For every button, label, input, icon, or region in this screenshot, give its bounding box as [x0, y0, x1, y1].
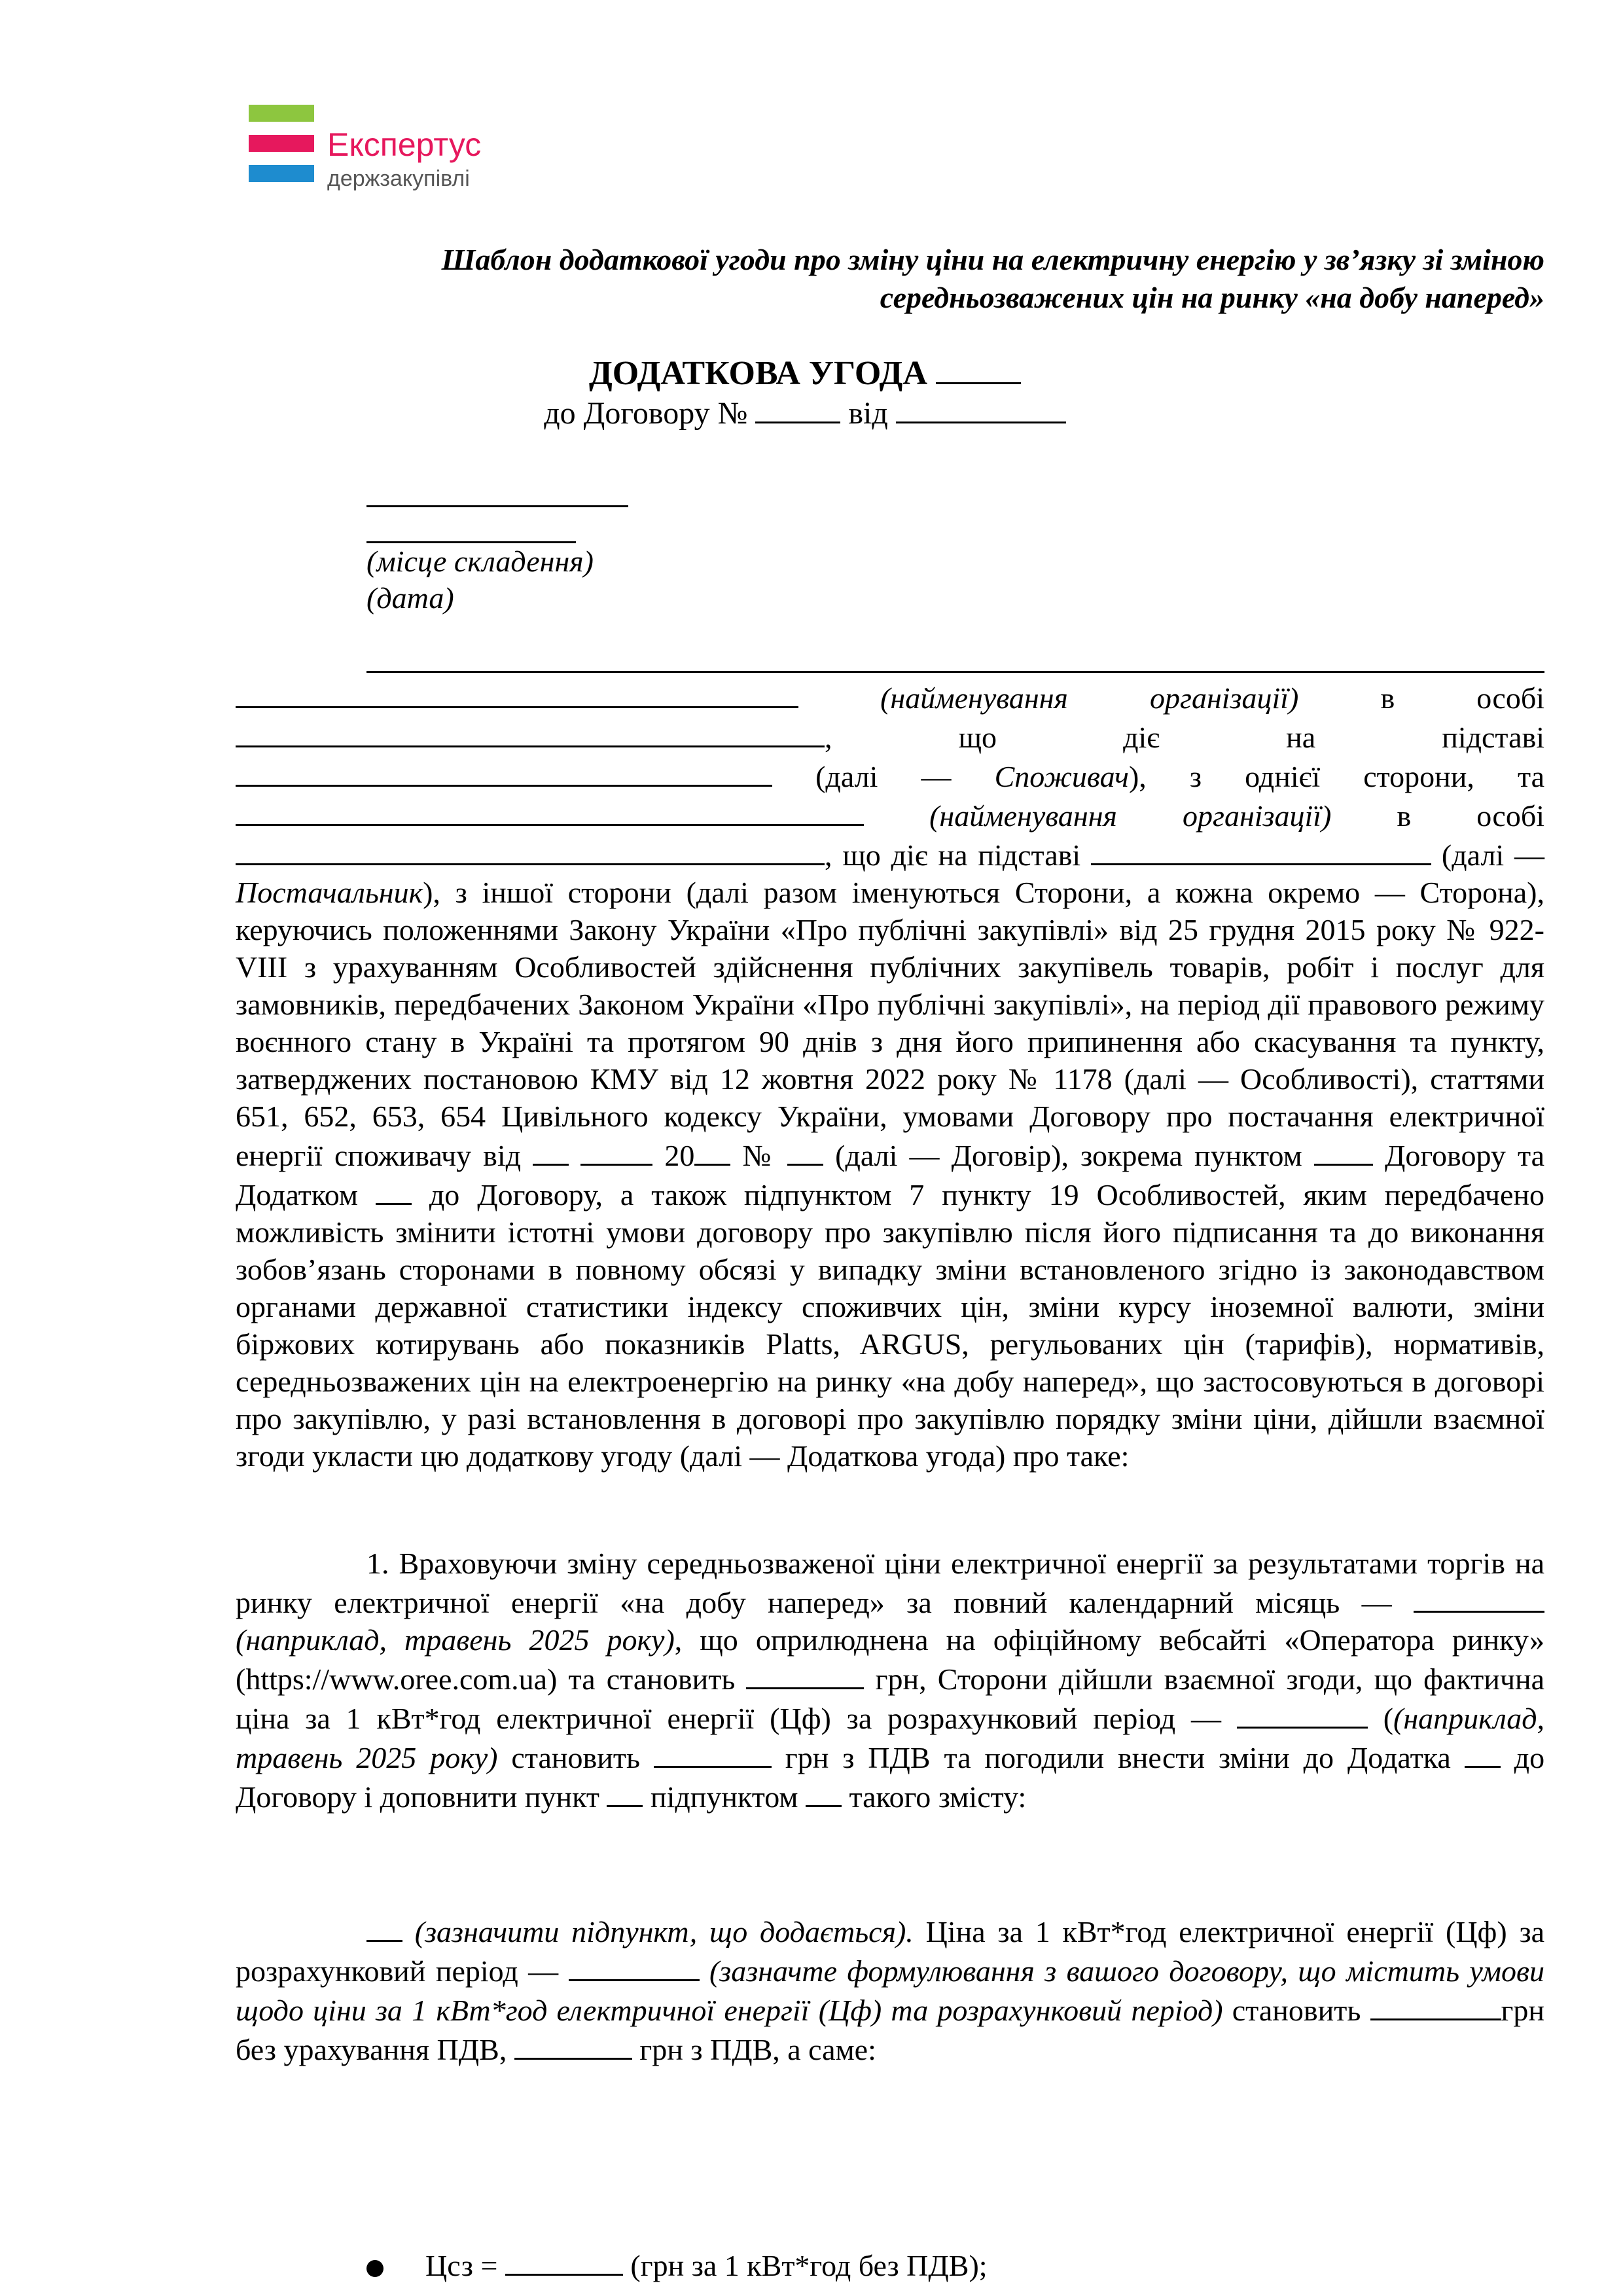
consumer-basis-blank [236, 756, 772, 787]
annex-number-blank [376, 1174, 412, 1205]
place-blank [366, 471, 628, 507]
clause-1-period-blank [1237, 1698, 1368, 1729]
date-label: (дата) [366, 581, 454, 615]
agreement-title [236, 353, 1374, 394]
subclause-text [236, 1911, 1544, 2068]
agreement-subtitle [236, 393, 1374, 433]
clause-1-actual-price-blank [654, 1737, 772, 1768]
supplier-acting-basis: що діє на підставі [842, 838, 1081, 872]
clause-1-text-d: становить [511, 1741, 640, 1774]
supplier-name-blank [236, 795, 864, 826]
consumer-name-blank [236, 677, 798, 708]
place-label: (місце складення) [366, 545, 594, 578]
bullet-prefix: Цсз = [425, 2249, 498, 2282]
supplier-org-label: (найменування організації) [929, 799, 1332, 833]
consumer-org-label: (найменування організації) [880, 681, 1299, 715]
consumer-in-person: в особі [1380, 681, 1545, 715]
logo-bar-blue [249, 165, 314, 182]
contract-year-blank [694, 1135, 730, 1166]
template-title: Шаблон додаткової угоди про зміну ціни на електричну енергію у зв’язку зі зміною середньозважених цін на ринку «на добу наперед» [441, 243, 1544, 314]
contract-date-blank [896, 393, 1066, 423]
subclause-text-d: грн з ПДВ, а саме: [639, 2033, 876, 2066]
logo [249, 105, 510, 203]
supplier-in-person: в особі [1397, 799, 1545, 833]
subclause-period-blank [569, 1950, 700, 1981]
logo-subtitle: держзакупівлі [327, 166, 470, 191]
clause-1-text-b: , що оприлюднена на офіційному вебсайті «Оператора ринку» (https://www.oree.com.ua) та становить [236, 1623, 1544, 1696]
logo-bar-green [249, 105, 314, 122]
parties-text: (найменування організації) в особі , що діє на підставі (далі — Споживач), з однієї сторони, та (найменування організації) в особі , що діє на підставі (далі — Постачальник), з іншої сторони (далі разом іменуються Сторони, а кожна окремо — Сторона), керуючись положеннями Закону України «Про публічні закупівлі» від 25 грудня 2015 року № 922-VIII з урахуванням Особливостей здійснення публічних закупівель товарів, робіт і послуг для замовників, передбачених Законом України «Про публічні закупівлі», на період дії правового режиму воєнного стану в Україні та протягом 90 днів з дня його припинення або скасування та пункту, затверджених постановою КМУ від 12 жовтня 2022 року № 1178 (далі — Особливості), статтями 651, 652, 653, 654 Цивільного кодексу України, умовами Договору про постачання електричної енергії споживачу від 20 № (далі — Договір), зокрема пунктом Договору та Додатком до Договору, а також підпунктом 7 пункту 19 Особливостей, яким передбачено можливість змінити істотні умови договору про закупівлю після його підписання та до виконання зобов’язань сторонами в повному обсязі у випадку зміни встановленого згідно із законодавством органами державної статистики індексу споживчих цін, зміни курсу іноземної валюти, зміни біржових котирувань або показників Platts, ARGUS, регульованих цін (тарифів), нормативів, середньозважених цін на електроенергію на ринку «на добу наперед», що застосовуються в договорі про закупівлю, у разі встановлення в договорі про закупівлю порядку зміни ціни, дійшли взаємної згоди укласти цю додаткову угоду (далі — Додаткова угода) про таке: [236, 677, 1544, 1475]
consumer-intro: (далі — [815, 760, 952, 793]
supplier-basis-blank [1091, 834, 1431, 865]
date-blank [366, 507, 576, 543]
clause-1-text: 1. Враховуючи зміну середньозваженої ціни електричної енергії за результатами торгів на ринку електричної енергії «на добу наперед» за повний календарний місяць — (наприклад, травень 2025 року), що оприлюднена на офіційному вебсайті «Оператора ринку» (https://www.oree.com.ua) та становить грн, Сторони дійшли взаємної згоди, що фактична ціна за 1 кВт*год електричної енергії (Цф) за розрахунковий період — ((наприклад, травень 2025 року) становить грн з ПДВ та погодили внести зміни до Додатка до Договору і доповнити пункт підпунктом такого змісту: [236, 1547, 1545, 1814]
subclause-text-b: становить [1232, 1994, 1361, 2027]
to-contract-also: до Договору, а також підпунктом 7 пункту 19 Особливостей, яким передбачено можливість змінити істотні умови договору про закупівлю після його підписання та до виконання зобов’язань сторонами в повному обсязі у випадку зміни встановленого згідно із законодавством органами державної статистики індексу споживчих цін, зміни курсу іноземної валюти, зміни біржових котирувань або показників Platts, ARGUS, регульованих цін (тарифів), нормативів, середньозважених цін на електроенергію на ринку «на добу наперед», що застосовуються в договорі про закупівлю, у разі встановлення в договорі про закупівлю порядку зміни ціни, дійшли взаємної згоди укласти цю додаткову угоду (далі — Додаткова угода) про таке: [236, 1178, 1545, 1473]
supplier-intro: (далі — [1441, 838, 1545, 872]
bullet-item [366, 2245, 988, 2284]
parties-paragraph [236, 677, 1544, 1475]
clause-1-text-c: грн, Сторони дійшли взаємної згоди, що фактична ціна за 1 кВт*год електричної енергії (Цф) за розрахунковий період — [236, 1662, 1545, 1735]
subclause-paragraph [236, 1911, 1544, 2068]
clause-1-text-a: 1. Враховуючи зміну середньозваженої ціни електричної енергії за результатами торгів на ринку електричної енергії «на добу наперед» за повний календарний місяць — [236, 1547, 1544, 1619]
clause-1-example-b: (наприклад, травень 2025 року) [236, 1702, 1545, 1774]
contract-number-blank [755, 393, 840, 423]
clause-1-annex-blank [1465, 1737, 1501, 1768]
supplier-tail: ), з іншої сторони (далі разом іменуються Сторони, а кожна окремо — Сторона), керуючись положеннями Закону України «Про публічні закупівлі» від 25 грудня 2015 року № 922-VIII з урахуванням Особливостей здійснення публічних закупівель товарів, робіт і послуг для замовників, передбачених Законом України «Про публічні закупівлі», на період дії правового режиму воєнного стану в Україні та протягом 90 днів з дня його припинення або скасування та пункту, затверджених постановою КМУ від 12 жовтня 2022 року № 1178 (далі — Особливості), статтями 651, 652, 653, 654 Цивільного кодексу України, умовами Договору про постачання електричної енергії споживачу від [236, 876, 1544, 1172]
to-contract-text: до Договору № [544, 396, 748, 431]
consumer-acting-basis: що діє на підставі [958, 721, 1544, 754]
clause-1-month-blank [1414, 1582, 1544, 1613]
subclause-number-blank [366, 1911, 402, 1942]
consumer-tail: ), з однієї сторони, та [1128, 760, 1545, 793]
contract-month-blank [580, 1135, 652, 1166]
clause-1-text-g: підпунктом [650, 1780, 798, 1814]
clause-number-blank [1314, 1135, 1373, 1166]
subclause-price-vat-blank [514, 2029, 632, 2060]
consumer-rep-blank [236, 717, 825, 747]
contract-and-annex: Договору та Додатком [236, 1139, 1545, 1211]
contract-no-blank [787, 1135, 823, 1166]
agreement-number-blank [936, 353, 1021, 384]
bullet-value-blank [505, 2245, 623, 2276]
logo-bar-pink [249, 135, 314, 152]
clause-1-point-blank [607, 1776, 643, 1807]
clause-1-price-blank [746, 1659, 864, 1689]
contract-day-blank [533, 1135, 569, 1166]
supplier-rep-blank [236, 834, 825, 865]
subclause-note-a: (зазначити підпункт, що додається). [414, 1915, 914, 1948]
clause-1-paragraph [236, 1545, 1544, 1816]
subclause-note-b: (зазначте формулювання з вашого договору, що містить умови щодо ціни за 1 кВт*год електричної енергії (Цф) та розрахунковий період) [236, 1954, 1545, 2027]
logo-brand: Експертус [327, 126, 482, 163]
subclause-text-c: грн без урахування ПДВ, [236, 1994, 1545, 2066]
place-date-block [366, 471, 628, 617]
clause-1-subpoint-blank [806, 1776, 842, 1807]
subclause-price-no-vat-blank [1370, 1990, 1501, 2020]
clause-1-text-h: такого змісту: [849, 1780, 1027, 1814]
bullet-suffix: (грн за 1 кВт*год без ПДВ); [630, 2249, 988, 2282]
consumer-label: Споживач [994, 760, 1129, 793]
contract-ref: (далі — Договір), зокрема пунктом [835, 1139, 1302, 1172]
from-text: від [848, 396, 888, 431]
bullet-dot [366, 2260, 383, 2277]
year-prefix: 20 [664, 1139, 695, 1172]
agreement-title-text: ДОДАТКОВА УГОДА [588, 355, 928, 392]
subclause-text-a: Ціна за 1 кВт*год електричної енергії (Цф) за розрахунковий період — [236, 1915, 1545, 1988]
supplier-label: Постачальник [236, 876, 423, 909]
clause-1-example-a: (наприклад, травень 2025 року) [236, 1623, 675, 1657]
clause-1-text-e: грн з ПДВ та погодили внести зміни до Додатка [785, 1741, 1451, 1774]
separator-line [366, 671, 1544, 673]
clause-1-text-f: до Договору і доповнити пункт [236, 1741, 1545, 1814]
number-sign: № [742, 1139, 776, 1172]
